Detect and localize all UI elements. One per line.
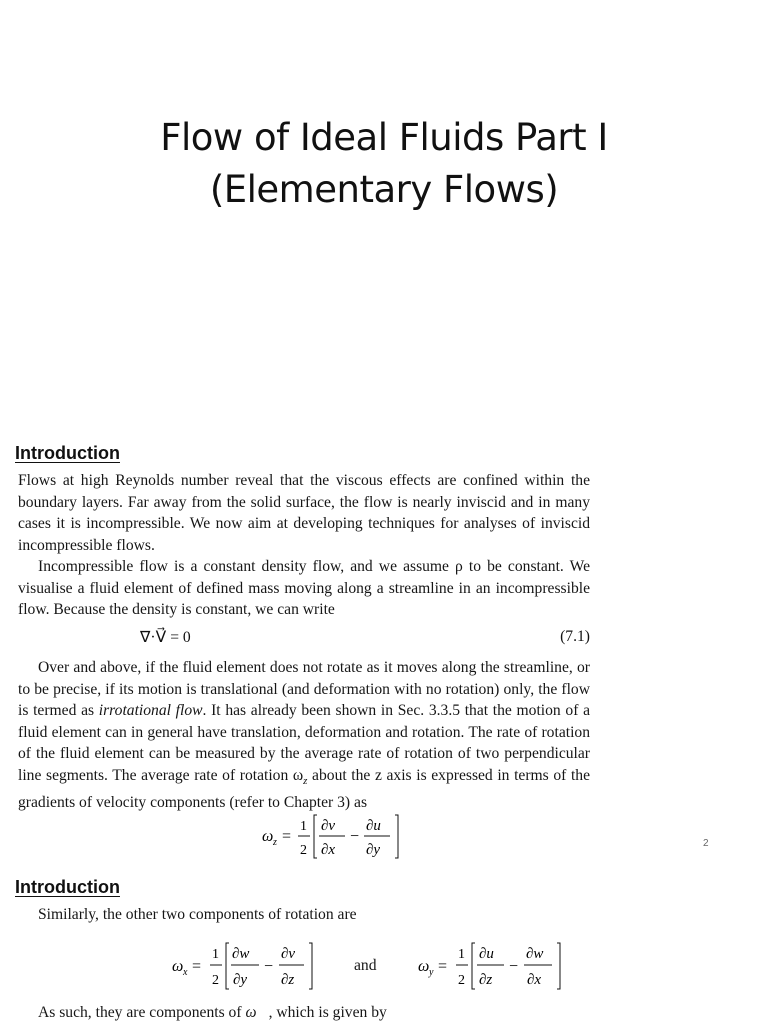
equation-divergence: ∇·V⃗ = 0 (140, 629, 191, 646)
paragraph-text-2: Incompressible flow is a constant density flow, and we assume ρ to be constant. We visualise a fluid element of defined mass moving along a streamline in an incompressible flow. Because the density is constant, we can write (18, 558, 590, 618)
equation-omega-y-graphic (418, 938, 568, 994)
svg-text:∂v: ∂v (321, 818, 336, 834)
para3-subscript: z (303, 774, 308, 787)
para3-part-b: . It has already been shown in Sec. 3.3.5 that the motion of a fluid element can in general have translation, deformation and rotation. The rate of rotation of the fluid element can be measured by the average rate of rotation of two perpendicular line segments. The average rate of rotation ω (18, 702, 590, 784)
equation-omega-x-graphic (172, 938, 322, 994)
svg-text:ω: ω (262, 828, 274, 845)
vorticity-line (38, 1004, 387, 1022)
irrotational-flow-term: irrotational flow (98, 702, 203, 719)
paragraph-text-3 (18, 657, 590, 814)
slide-title (0, 112, 768, 216)
svg-text:2: 2 (212, 973, 219, 988)
svg-text:−: − (264, 958, 274, 975)
svg-text:1: 1 (300, 819, 307, 834)
svg-text:∂v: ∂v (281, 946, 296, 962)
svg-text:∂x: ∂x (321, 842, 336, 858)
svg-text:∂w: ∂w (526, 946, 544, 962)
svg-text:∂y: ∂y (233, 972, 248, 988)
para3-part-a: Over and above, if the fluid element does not rotate as it moves along the streamline, or to be precise, if its motion is translational (and deformation with no rotation) only, the flow is termed as (18, 659, 590, 719)
svg-text:ω: ω (418, 958, 430, 975)
svg-text:=: = (192, 958, 202, 975)
svg-text:y: y (429, 967, 434, 978)
equation-omega-z (262, 810, 412, 867)
svg-text:x: x (183, 967, 188, 978)
svg-text:∂w: ∂w (232, 946, 250, 962)
para3-part-c: about the z axis is expressed in terms of the gradients of velocity components (refer to Chapter 3) as (18, 766, 590, 812)
equation-and: and (354, 957, 377, 974)
equation-omega-x (172, 938, 322, 999)
equation-omega-y (418, 938, 568, 999)
svg-text:2: 2 (458, 973, 465, 988)
svg-text:ω: ω (172, 958, 184, 975)
equation-omega-z-graphic (262, 810, 412, 862)
svg-text:∂u: ∂u (366, 818, 381, 834)
svg-text:z: z (273, 837, 277, 848)
vorticity-line-part-a: As such, they are components of (38, 1004, 246, 1021)
rotation-components-line: Similarly, the other two components of rotation are (38, 906, 357, 923)
equation-number: (7.1) (560, 628, 590, 645)
svg-text:∂u: ∂u (479, 946, 494, 962)
title-line-2: (Elementary Flows) (209, 168, 559, 211)
svg-text:−: − (350, 828, 360, 845)
intro-paragraph-2 (18, 657, 590, 814)
intro-paragraph-1 (18, 470, 590, 621)
svg-text:−: − (509, 958, 519, 975)
omega-vector-symbol: ω⃗ (245, 1004, 269, 1021)
svg-text:=: = (282, 828, 292, 845)
page-number: 2 (703, 838, 709, 849)
paragraph-text: Flows at high Reynolds number reveal that the viscous effects are confined within the boundary layers. Far away from the solid surface, the flow is nearly inviscid and in many cases it is incompressible. We now aim at developing techniques for analyses of inviscid incompressible flows. (18, 472, 590, 554)
svg-text:2: 2 (300, 843, 307, 858)
section-heading-1: Introduction (15, 443, 120, 463)
vorticity-line-part-b: , which is given by (268, 1004, 387, 1021)
equation-7-1 (18, 628, 590, 652)
svg-text:∂y: ∂y (366, 842, 381, 858)
svg-text:∂x: ∂x (527, 972, 542, 988)
svg-text:∂z: ∂z (281, 972, 295, 988)
title-line-1: Flow of Ideal Fluids Part I (160, 116, 608, 159)
svg-text:1: 1 (212, 947, 219, 962)
section-heading-2: Introduction (15, 877, 120, 897)
svg-text:1: 1 (458, 947, 465, 962)
svg-text:∂z: ∂z (479, 972, 493, 988)
svg-text:=: = (438, 958, 448, 975)
